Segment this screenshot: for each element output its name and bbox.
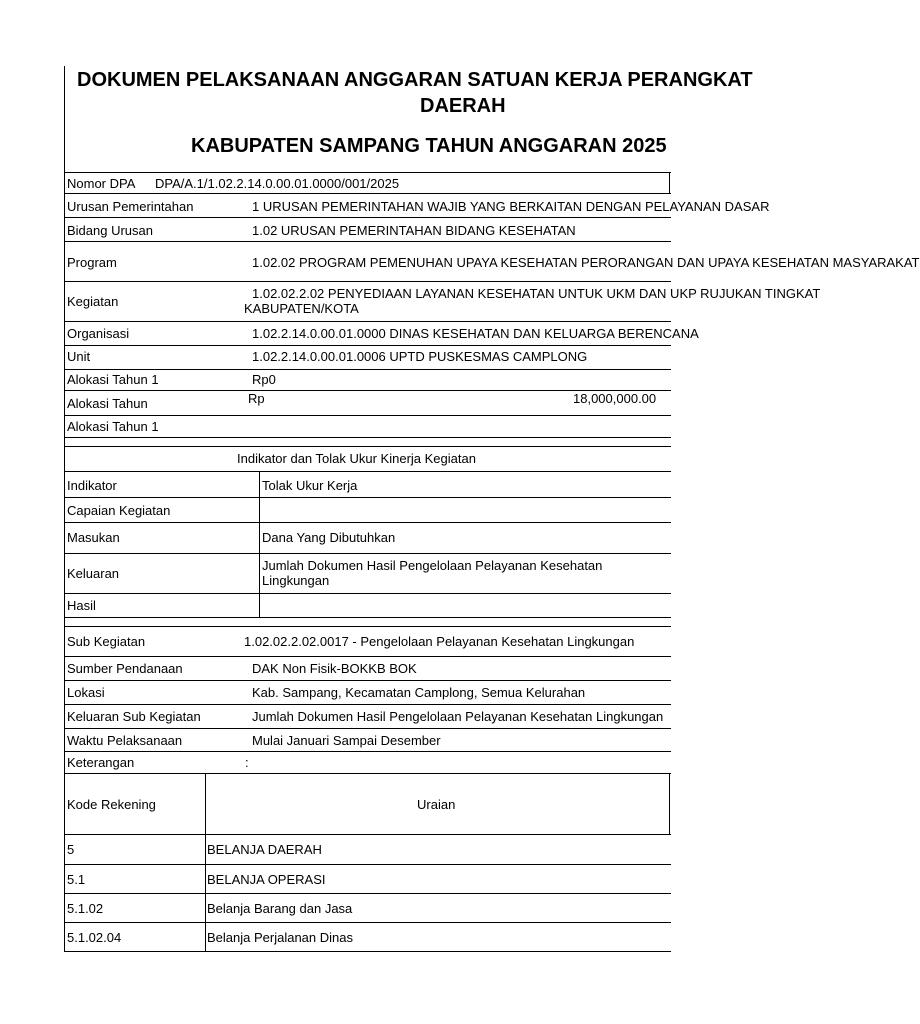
keluaran-value-line1: Jumlah Dokumen Hasil Pengelolaan Pelayanan Kesehatan [262, 558, 603, 573]
alokasi-1-row [65, 370, 671, 390]
urusan-row [65, 194, 770, 218]
sub-kegiatan-value: 1.02.02.2.02.0017 - Pengelolaan Pelayanan Kesehatan Lingkungan [244, 634, 635, 649]
alokasi-2-currency: Rp [248, 391, 265, 406]
lokasi-value: Kab. Sampang, Kecamatan Camplong, Semua Kelurahan [252, 685, 586, 700]
rekening-row [65, 894, 671, 923]
uraian-header: Uraian [417, 797, 456, 812]
hasil-label: Hasil [67, 598, 96, 613]
sumber-pendanaan-row [65, 657, 671, 681]
unit-value: 1.02.2.14.0.00.01.0006 UPTD PUSKESMAS CAMPLONG [252, 349, 588, 364]
waktu-pelaksanaan-label: Waktu Pelaksanaan [67, 733, 183, 748]
keluaran-value-line2: Lingkungan [262, 573, 330, 588]
organisasi-row [65, 322, 699, 346]
alokasi-2-row [65, 390, 671, 416]
capaian-row [65, 498, 671, 523]
rekening-uraian: BELANJA OPERASI [207, 872, 326, 887]
waktu-pelaksanaan-row [65, 729, 671, 752]
rekening-row [65, 865, 671, 894]
kegiatan-value-line2: KABUPATEN/KOTA [244, 301, 359, 316]
alokasi-2-amount: 18,000,000.00 [573, 391, 657, 406]
urusan-label: Urusan Pemerintahan [67, 199, 194, 214]
rekening-uraian: Belanja Perjalanan Dinas [207, 930, 353, 945]
program-label: Program [67, 255, 117, 270]
kegiatan-value-line1: 1.02.02.2.02 PENYEDIAAN LAYANAN KESEHATAN UNTUK UKM DAN UKP RUJUKAN TINGKAT [252, 286, 821, 301]
alokasi-3-row [65, 416, 671, 438]
masukan-value: Dana Yang Dibutuhkan [262, 530, 396, 545]
alokasi-1-label: Alokasi Tahun 1 [67, 372, 159, 387]
organisasi-value: 1.02.2.14.0.00.01.0000 DINAS KESEHATAN DAN KELUARGA BERENCANA [252, 326, 699, 341]
waktu-pelaksanaan-value: Mulai Januari Sampai Desember [252, 733, 441, 748]
keluaran-sub-kegiatan-value: Jumlah Dokumen Hasil Pengelolaan Pelayanan Kesehatan Lingkungan [252, 709, 664, 724]
kode-rekening-header: Kode Rekening [67, 797, 156, 812]
keluaran-label: Keluaran [67, 566, 120, 581]
rekening-uraian: BELANJA DAERAH [207, 842, 322, 857]
alokasi-2-label: Alokasi Tahun [67, 396, 148, 411]
masukan-label: Masukan [67, 530, 120, 545]
bidang-label: Bidang Urusan [67, 223, 153, 238]
document-subtitle: KABUPATEN SAMPANG TAHUN ANGGARAN 2025 [191, 135, 667, 157]
program-row [65, 242, 920, 282]
indikator-column-header: Indikator [67, 478, 117, 493]
document-title-line1: DOKUMEN PELAKSANAAN ANGGARAN SATUAN KERJA PERANGKAT [77, 69, 753, 91]
sub-kegiatan-label: Sub Kegiatan [67, 634, 146, 649]
indikator-section-title: Indikator dan Tolak Ukur Kinerja Kegiatan [237, 451, 476, 466]
capaian-label: Capaian Kegiatan [67, 503, 171, 518]
rekening-kode: 5.1 [67, 872, 86, 887]
rekening-header-row [65, 774, 671, 835]
keterangan-value: : [245, 755, 249, 770]
unit-label: Unit [67, 349, 91, 364]
dpa-document [64, 66, 920, 952]
tolak-ukur-column-header: Tolak Ukur Kerja [262, 478, 358, 493]
rekening-kode: 5 [67, 842, 75, 857]
rekening-uraian: Belanja Barang dan Jasa [207, 901, 353, 916]
indikator-header-row [65, 472, 671, 498]
organisasi-label: Organisasi [67, 326, 130, 341]
keterangan-row [65, 752, 671, 774]
bidang-value: 1.02 URUSAN PEMERINTAHAN BIDANG KESEHATAN [252, 223, 576, 238]
rekening-kode: 5.1.02.04 [67, 930, 122, 945]
lokasi-row [65, 681, 671, 705]
urusan-value: 1 URUSAN PEMERINTAHAN WAJIB YANG BERKAITAN DENGAN PELAYANAN DASAR [252, 199, 770, 214]
keluaran-row [65, 554, 671, 594]
nomor-dpa-row [65, 172, 671, 194]
lokasi-label: Lokasi [67, 685, 105, 700]
rekening-kode: 5.1.02 [67, 901, 104, 916]
kegiatan-row [65, 282, 821, 322]
alokasi-3-label: Alokasi Tahun 1 [67, 419, 159, 434]
rekening-row [65, 923, 671, 952]
rekening-row [65, 835, 671, 865]
masukan-row [65, 523, 671, 554]
nomor-dpa-value: DPA/A.1/1.02.2.14.0.00.01.0000/001/2025 [155, 176, 400, 191]
sub-kegiatan-row [65, 627, 671, 657]
document-title-line2: DAERAH [420, 95, 506, 117]
sumber-pendanaan-value: DAK Non Fisik-BOKKB BOK [252, 661, 417, 676]
bidang-row [65, 218, 671, 242]
sumber-pendanaan-label: Sumber Pendanaan [67, 661, 183, 676]
program-value: 1.02.02 PROGRAM PEMENUHAN UPAYA KESEHATAN PERORANGAN DAN UPAYA KESEHATAN MASYARAKAT [252, 255, 920, 270]
keluaran-sub-kegiatan-label: Keluaran Sub Kegiatan [67, 709, 201, 724]
keterangan-label: Keterangan [67, 755, 135, 770]
unit-row [65, 346, 671, 370]
hasil-row [65, 594, 671, 618]
alokasi-1-value: Rp0 [252, 372, 276, 387]
keluaran-sub-kegiatan-row [65, 705, 671, 729]
kegiatan-label: Kegiatan [67, 294, 119, 309]
nomor-dpa-label: Nomor DPA [67, 176, 136, 191]
indikator-title-row [65, 447, 671, 472]
